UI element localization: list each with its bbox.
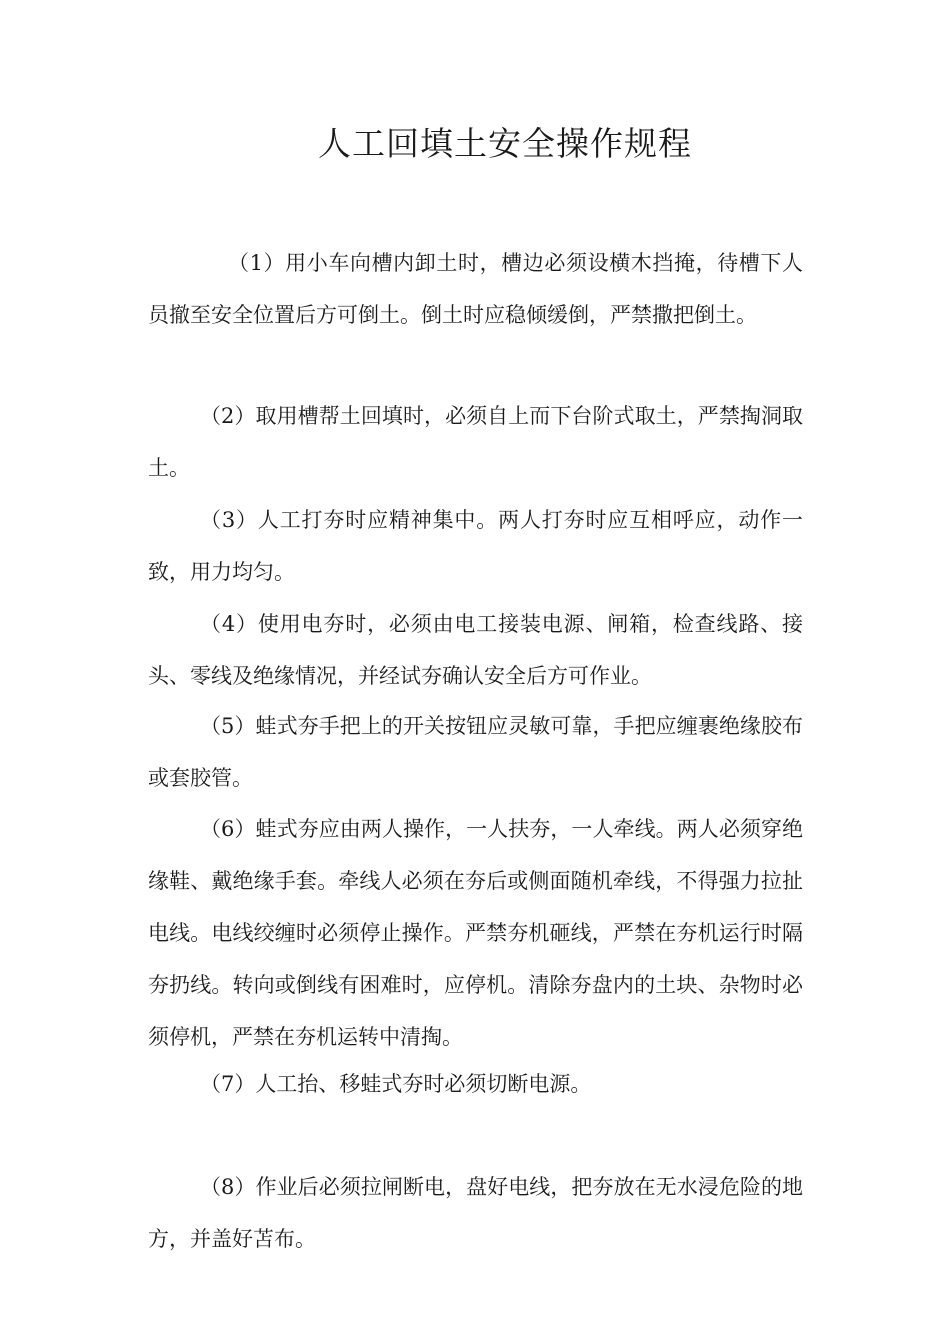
paragraph-2: （2）取用槽帮土回填时，必须自上而下台阶式取土，严禁掏洞取土。 [148, 404, 803, 480]
paragraph-8: （8）作业后必须拉闸断电，盘好电线，把夯放在无水浸危险的地方，并盖好苫布。 [148, 1175, 803, 1251]
paragraph-3: （3）人工打夯时应精神集中。两人打夯时应互相呼应，动作一致，用力均匀。 [148, 508, 803, 584]
paragraph-5: （5）蛙式夯手把上的开关按钮应灵敏可靠，手把应缠裹绝缘胶布或套胶管。 [148, 714, 803, 790]
paragraph-1: （1）用小车向槽内卸土时，槽边必须设横木挡掩，待槽下人员撤至安全位置后方可倒土。倒土时应稳倾缓倒，严禁撒把倒土。 [148, 251, 803, 327]
paragraph-4: （4）使用电夯时，必须由电工接装电源、闸箱，检查线路、接头、零线及绝缘情况，并经试夯确认安全后方可作业。 [148, 612, 803, 688]
paragraph-7: （7）人工抬、移蛙式夯时必须切断电源。 [200, 1072, 592, 1096]
page-title: 人工回填土安全操作规程 [318, 124, 692, 163]
paragraph-6: （6）蛙式夯应由两人操作，一人扶夯，一人牵线。两人必须穿绝缘鞋、戴绝缘手套。牵线人必须在夯后或侧面随机牵线，不得强力拉扯电线。电线绞缠时必须停止操作。严禁夯机砸线，严禁在夯机运行时隔夯扔线。转向或倒线有困难时，应停机。清除夯盘内的土块、杂物时必须停机，严禁在夯机运转中清掏。 [148, 817, 803, 1049]
